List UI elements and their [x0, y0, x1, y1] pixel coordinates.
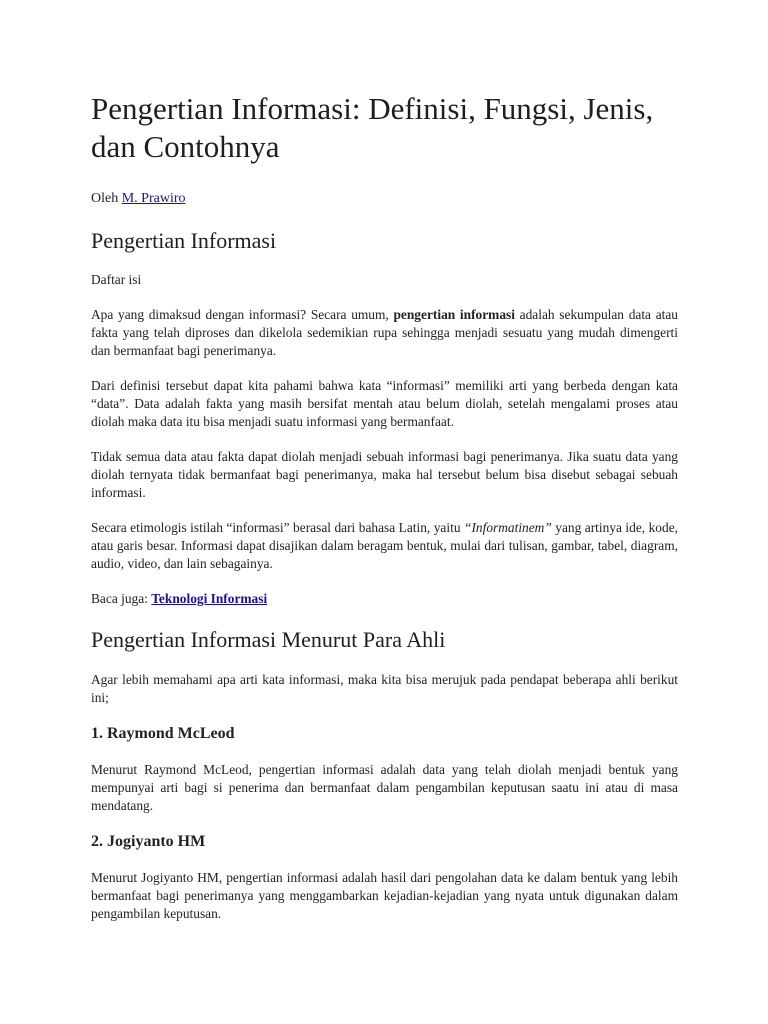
byline-prefix: Oleh [91, 191, 119, 206]
read-also-link[interactable]: Teknologi Informasi [151, 591, 268, 606]
paragraph-etymology-end: yang artinya ide, kode, atau garis besar. Informasi dapat disajikan dalam beragam bentuk, mulai dari tulisan, gambar, tabel, diagram, audio, video, dan lain sebagainya. [91, 520, 678, 571]
author-link[interactable]: M. Prawiro [121, 191, 186, 206]
expert-heading: 1. Raymond McLeod [91, 725, 235, 742]
byline [91, 189, 678, 209]
read-also-label: Baca juga: [91, 591, 152, 606]
paragraph-data-vs-informasi: Dari definisi tersebut dapat kita pahami bahwa kata “informasi” memiliki arti yang berbeda dengan kata “data”. Data adalah fakta yang masih bersifat mentah atau belum diolah, setelah mengalami proses atau diolah maka data itu bisa menjadi suatu informasi yang bermanfaat. [91, 378, 678, 429]
article-title: Pengertian Informasi: Definisi, Fungsi, Jenis, dan Contohnya [91, 91, 654, 164]
paragraph-not-all-data: Tidak semua data atau fakta dapat diolah menjadi sebuah informasi bagi penerimanya. Jika suatu data yang diolah ternyata tidak bermanfaat bagi penerimanya, maka hal tersebut belum bisa disebut sebagai sebuah informasi. [91, 449, 678, 500]
bold-term: pengertian informasi [393, 307, 515, 322]
read-also [91, 590, 678, 608]
paragraph-etymology-start: Secara etimologis istilah “informasi” berasal dari bahasa Latin, yaitu [91, 520, 464, 535]
table-of-contents-label[interactable]: Daftar isi [91, 272, 142, 287]
expert-text: Menurut Jogiyanto HM, pengertian informasi adalah hasil dari pengolahan data ke dalam bentuk yang lebih bermanfaat bagi penerimanya yang menggambarkan kejadian-kejadian yang nyata untuk digunakan dalam pengambilan keputusan. [91, 870, 678, 921]
paragraph-definition-end: adalah sekumpulan data atau fakta yang telah diproses dan dikelola sedemikian rupa sehingga menjadi sesuatu yang mudah dimengerti dan bermanfaat bagi penerimanya. [91, 307, 678, 358]
paragraph-experts-intro: Agar lebih memahami apa arti kata informasi, maka kita bisa merujuk pada pendapat beberapa ahli berikut ini; [91, 672, 678, 705]
paragraph-etymology [91, 519, 678, 573]
expert-text: Menurut Raymond McLeod, pengertian informasi adalah data yang telah diolah menjadi bentuk yang mempunyai arti bagi si penerima dan bermanfaat dalam pengambilan keputusan saatu ini atau di masa mendatang. [91, 762, 678, 813]
paragraph-definition [91, 306, 678, 360]
latin-term: “Informatinem” [464, 520, 552, 535]
expert-heading: 2. Jogiyanto HM [91, 833, 206, 850]
section-heading-para-ahli: Pengertian Informasi Menurut Para Ahli [91, 627, 446, 652]
section-heading-pengertian: Pengertian Informasi [91, 228, 277, 253]
article [91, 90, 678, 923]
paragraph-definition-start: Apa yang dimaksud dengan informasi? Secara umum, [91, 307, 394, 322]
